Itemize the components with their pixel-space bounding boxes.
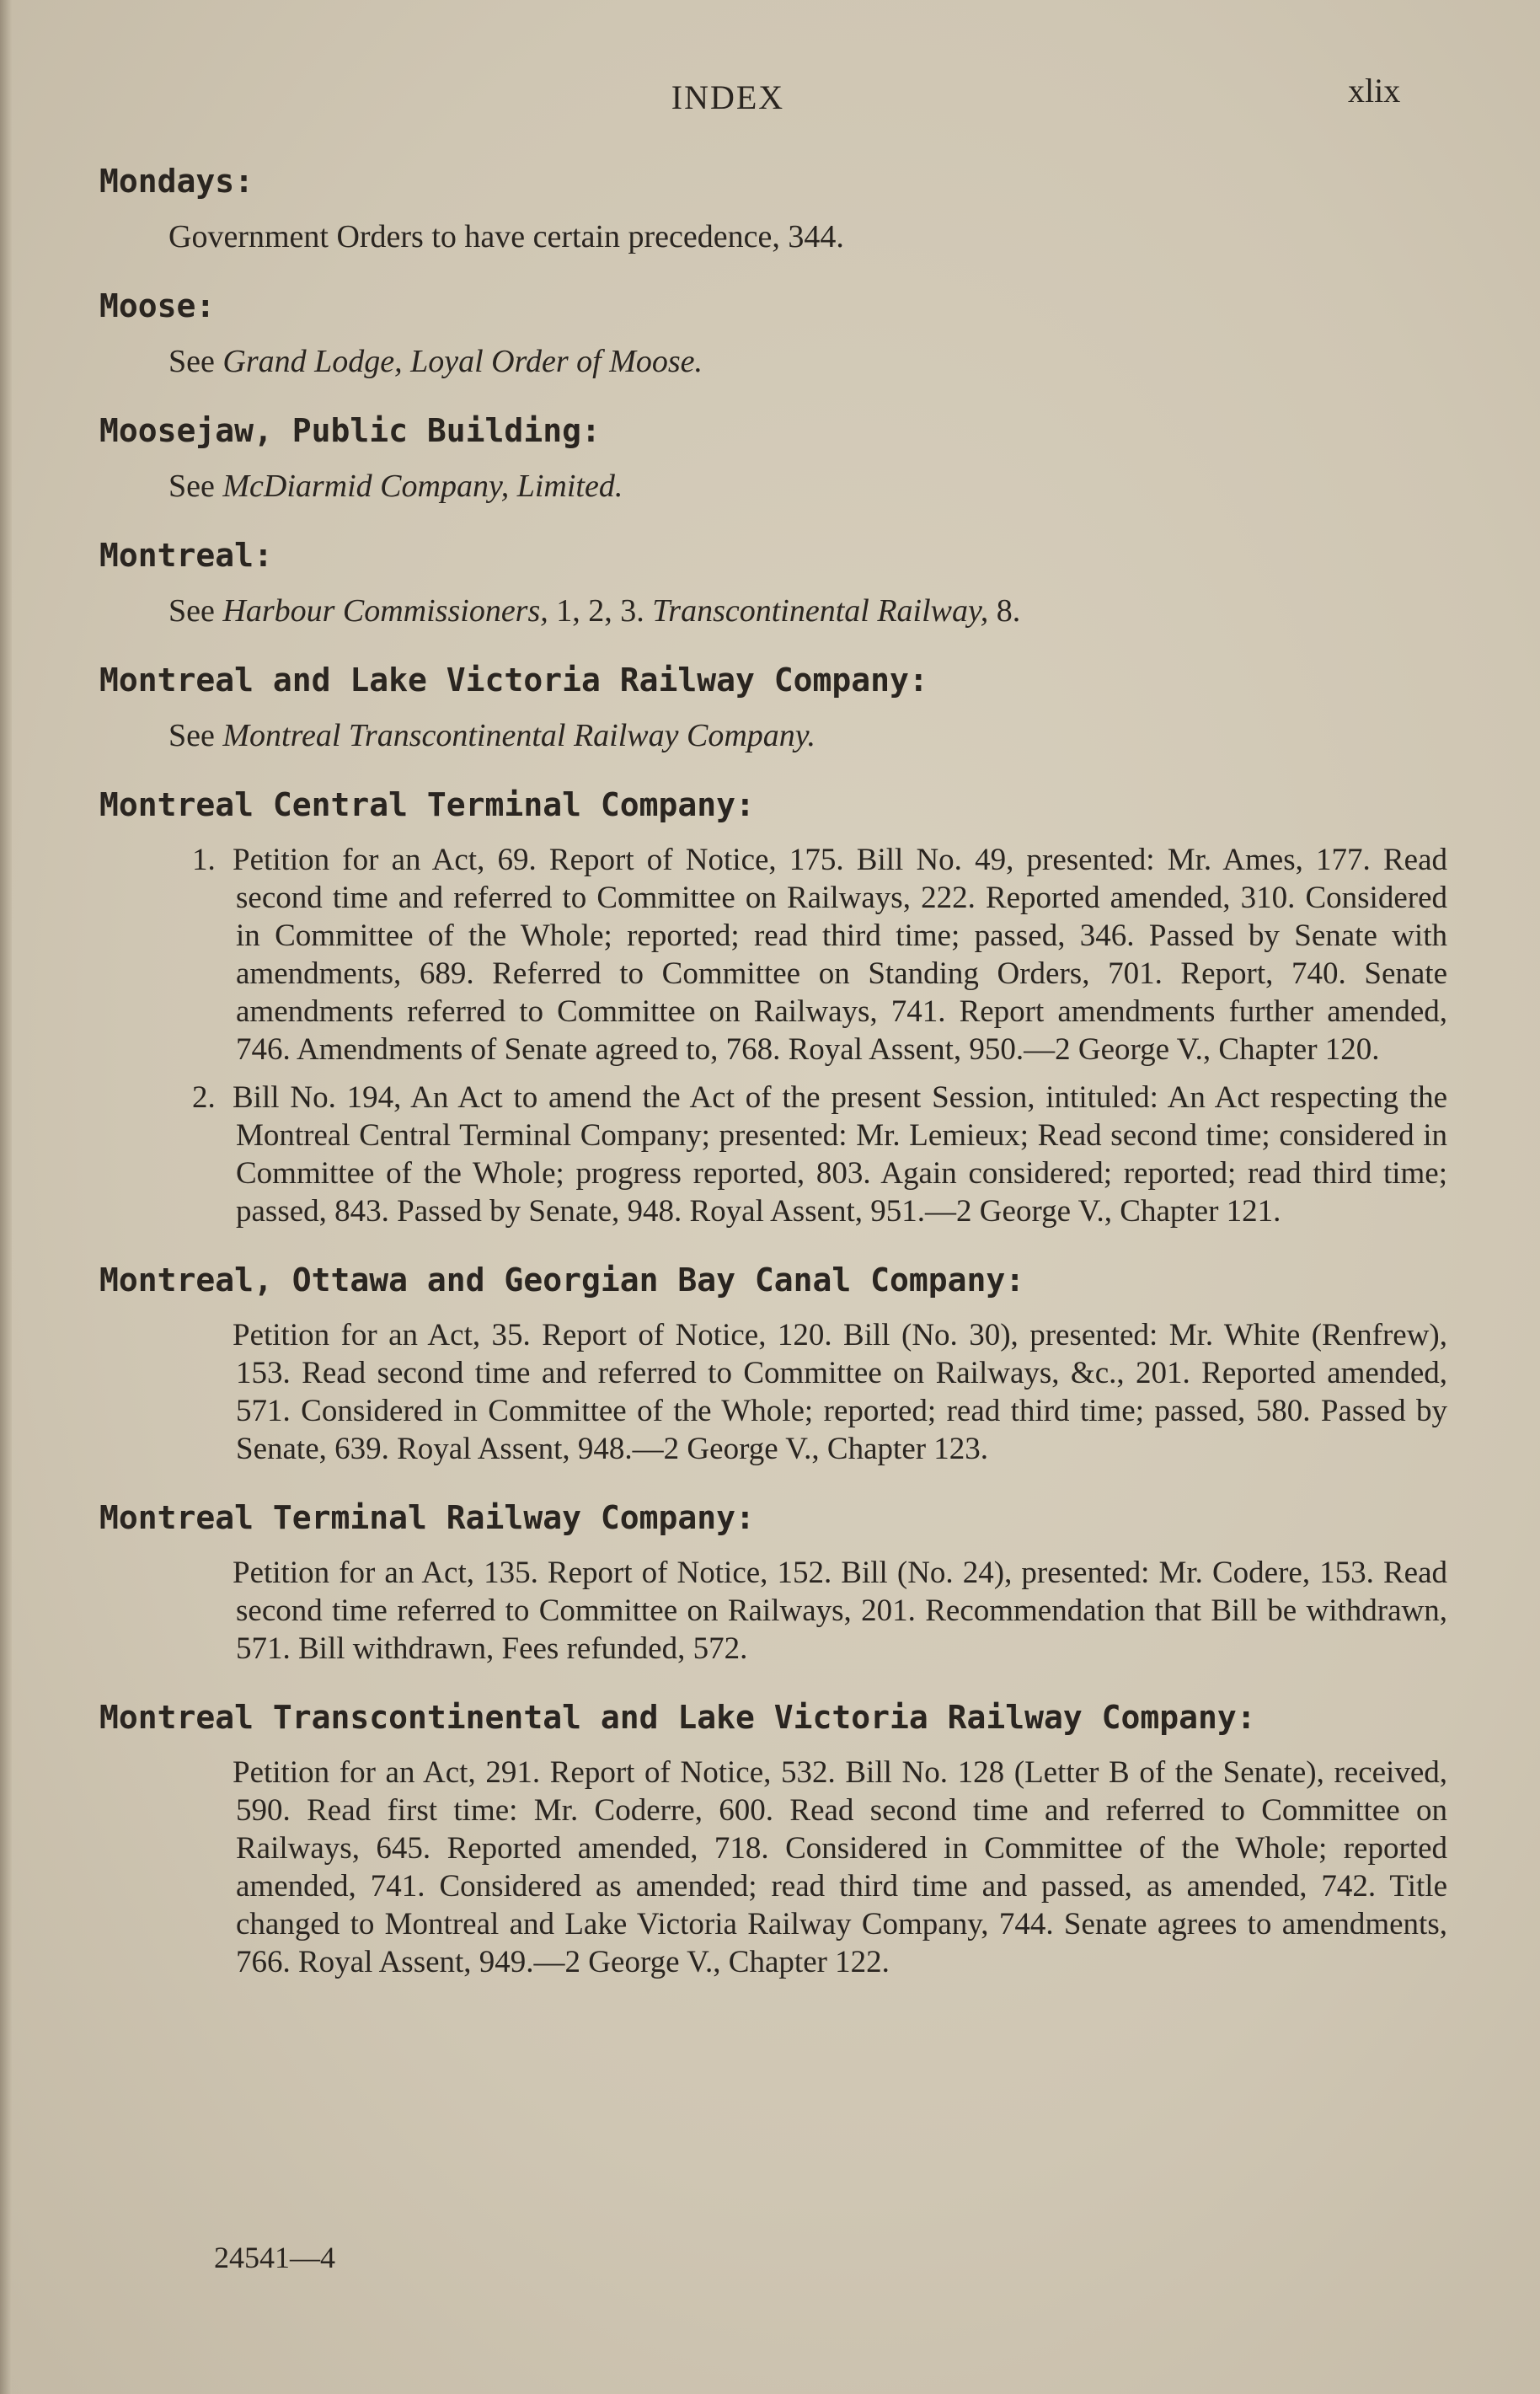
see-target: McDiarmid Company, Limited.	[222, 469, 623, 504]
see-target: Grand Lodge, Loyal Order of Moose.	[222, 344, 703, 379]
entry-heading: Moosejaw, Public Building:	[99, 412, 601, 449]
item-text: Petition for an Act, 291. Report of Notice, 532. Bill No. 128 (Letter B of the Senate), received, 590. Read first time: Mr. Coderre, 600. Read second time and referred to Committee on Railways, 645. Reported amended, 718. Considered in Committee of the Whole; reported amended, 741. Considered as amended; read third time and passed, as amended, 742. Title changed to Montreal and Lake Victoria Railway Company, 744. Senate agrees to amendments, 766. Royal Assent, 949.—2 George V., Chapter 122.	[233, 1755, 1447, 1979]
item-text: Petition for an Act, 135. Report of Notice, 152. Bill (No. 24), presented: Mr. Codere, 153. Read second time referred to Committee on Railways, 201. Recommendation that Bill be withdrawn, 571. Bill withdrawn, Fees refunded, 572.	[233, 1556, 1447, 1666]
entry-item	[192, 1554, 1447, 1668]
entry-heading: Mondays:	[99, 163, 254, 200]
entry-item	[192, 1316, 1447, 1468]
entry-heading: Montreal:	[99, 537, 273, 574]
index-entry	[99, 661, 1447, 755]
see-prefix: See	[168, 344, 223, 379]
see-target: Transcontinental Railway,	[652, 593, 989, 629]
see-prefix: See	[168, 718, 223, 753]
item-number: 1.	[192, 843, 216, 877]
see-reference	[168, 592, 1447, 630]
index-entry	[99, 1498, 1447, 1668]
see-reference	[168, 342, 1447, 381]
index-entries	[99, 162, 1447, 2011]
page-title: INDEX	[671, 78, 785, 116]
see-reference	[168, 467, 1447, 506]
index-entry	[99, 785, 1447, 1230]
entry-item	[192, 841, 1447, 1068]
item-text: Bill No. 194, An Act to amend the Act of the present Session, intituled: An Act respecting the Montreal Central Terminal Company; presented: Mr. Lemieux; Read second time; considered in Committee of the Whole; progress reported, 803. Again considered; reported; read third time; passed, 843. Passed by Senate, 948. Royal Assent, 951.—2 George V., Chapter 121.	[233, 1080, 1447, 1229]
see-prefix: See	[168, 593, 223, 629]
entry-text: Government Orders to have certain precedence, 344.	[168, 219, 844, 254]
entry-heading: Montreal, Ottawa and Georgian Bay Canal Company:	[99, 1261, 1025, 1299]
page-number: xlix	[1348, 72, 1401, 110]
entry-heading: Montreal and Lake Victoria Railway Company:	[99, 661, 928, 699]
entry-item	[192, 1754, 1447, 1981]
item-text: Petition for an Act, 35. Report of Notice, 120. Bill (No. 30), presented: Mr. White (Renfrew), 153. Read second time and referred to Committee on Railways, &c., 201. Reported amended, 571. Considered in Committee of the Whole; reported; read third time; passed, 580. Passed by Senate, 639. Royal Assent, 948.—2 George V., Chapter 123.	[233, 1318, 1447, 1466]
index-entry	[99, 411, 1447, 506]
item-text: Petition for an Act, 69. Report of Notice, 175. Bill No. 49, presented: Mr. Ames, 177. Read second time and referred to Committee on Railways, 222. Reported amended, 310. Considered in Committee of the Whole; reported; read third time; passed, 346. Passed by Senate with amendments, 689. Referred to Committee on Standing Orders, 701. Report, 740. Senate amendments referred to Committee on Railways, 741. Report amendments further amended, 746. Amendments of Senate agreed to, 768. Royal Assent, 950.—2 George V., Chapter 120.	[233, 843, 1447, 1067]
index-entry	[99, 1698, 1447, 1981]
index-entry	[99, 536, 1447, 630]
see-prefix: See	[168, 469, 223, 504]
index-entry	[99, 162, 1447, 256]
entry-heading: Montreal Terminal Railway Company:	[99, 1499, 755, 1536]
see-target: 1, 2, 3.	[548, 593, 653, 629]
see-reference	[168, 716, 1447, 755]
item-number: 2.	[192, 1080, 216, 1115]
see-target: Montreal Transcontinental Railway Company.	[222, 718, 816, 753]
entry-item	[192, 1079, 1447, 1230]
see-target: 8.	[988, 593, 1021, 629]
index-entry	[99, 1261, 1447, 1468]
entry-heading: Montreal Central Terminal Company:	[99, 786, 755, 823]
entry-heading: Moose:	[99, 287, 216, 324]
index-entry	[99, 287, 1447, 381]
entry-heading: Montreal Transcontinental and Lake Victoria Railway Company:	[99, 1699, 1256, 1736]
printer-signature: 24541—4	[214, 2241, 335, 2274]
see-target: Harbour Commissioners,	[222, 593, 548, 629]
page-binding-edge	[0, 0, 12, 2394]
